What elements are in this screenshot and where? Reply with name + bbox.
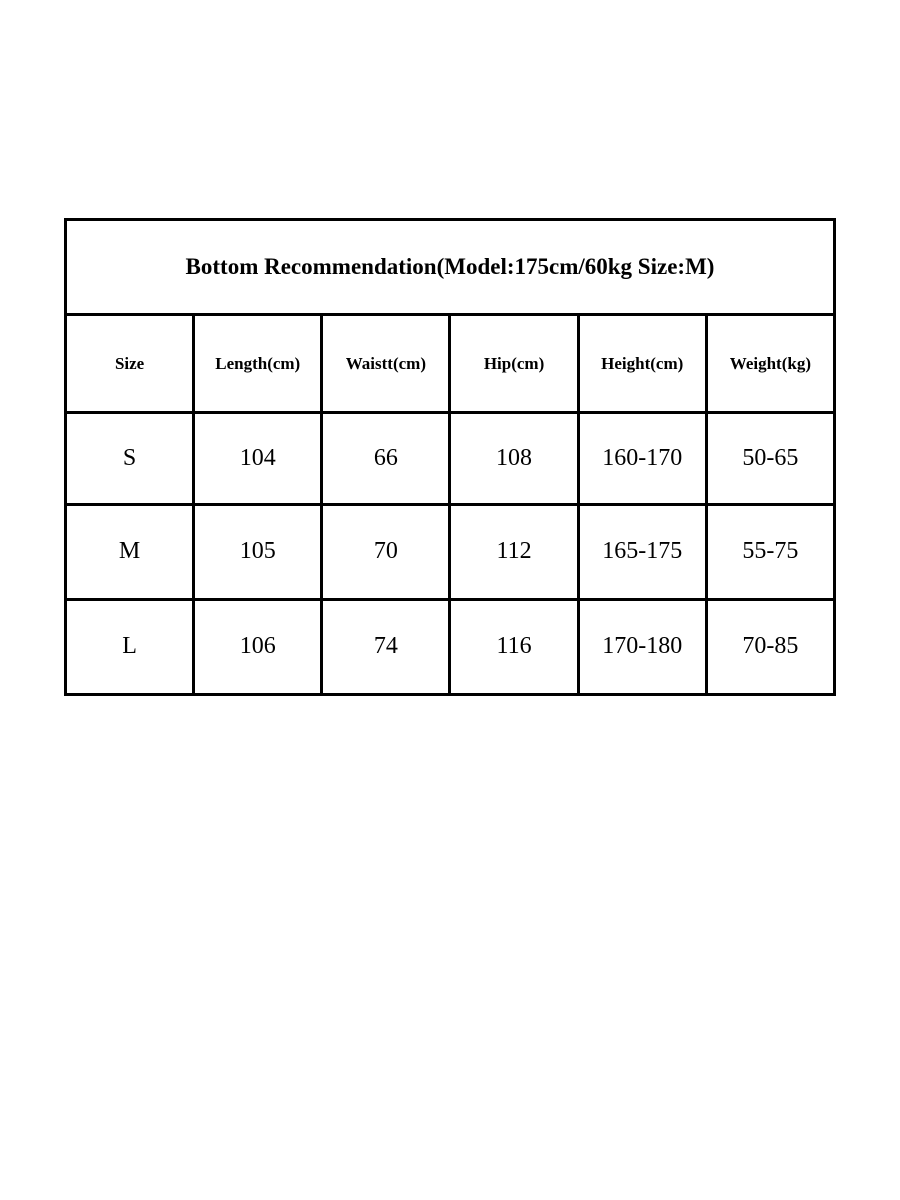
table-title: Bottom Recommendation(Model:175cm/60kg Size:M) [66,220,835,315]
cell-size: M [66,504,194,599]
cell-waist: 74 [322,599,450,694]
column-header-length: Length(cm) [194,315,322,413]
cell-waist: 70 [322,504,450,599]
column-header-waist: Waistt(cm) [322,315,450,413]
header-row [66,315,835,413]
cell-size: L [66,599,194,694]
column-header-height: Height(cm) [578,315,706,413]
cell-height: 170-180 [578,599,706,694]
cell-waist: 66 [322,413,450,504]
cell-weight: 50-65 [706,413,834,504]
column-header-weight: Weight(kg) [706,315,834,413]
cell-hip: 116 [450,599,578,694]
cell-height: 160-170 [578,413,706,504]
table-row [66,413,835,504]
cell-hip: 108 [450,413,578,504]
table-row [66,599,835,694]
column-header-hip: Hip(cm) [450,315,578,413]
table-row [66,504,835,599]
cell-weight: 55-75 [706,504,834,599]
cell-length: 106 [194,599,322,694]
column-header-size: Size [66,315,194,413]
size-chart-table [64,218,836,696]
cell-length: 104 [194,413,322,504]
cell-length: 105 [194,504,322,599]
cell-size: S [66,413,194,504]
title-row [66,220,835,315]
cell-height: 165-175 [578,504,706,599]
cell-weight: 70-85 [706,599,834,694]
cell-hip: 112 [450,504,578,599]
